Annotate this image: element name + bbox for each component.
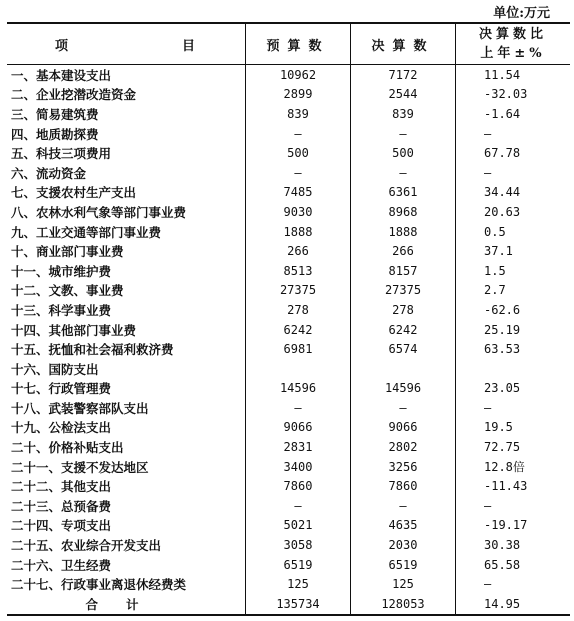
total-change: 14.95 bbox=[456, 594, 571, 615]
table-row bbox=[7, 241, 570, 261]
row-change: 65.58 bbox=[456, 555, 571, 575]
table-row bbox=[7, 457, 570, 477]
row-budget: — bbox=[246, 496, 351, 516]
row-change: 20.63 bbox=[456, 202, 571, 222]
total-budget: 135734 bbox=[246, 594, 351, 615]
row-change: -11.43 bbox=[456, 476, 571, 496]
row-final: 125 bbox=[351, 574, 456, 594]
row-change: — bbox=[456, 163, 571, 183]
row-item: 二十四、专项支出 bbox=[11, 518, 112, 534]
row-item: 十五、抚恤和社会福利救济费 bbox=[11, 342, 174, 358]
table-row bbox=[7, 418, 570, 438]
table-body bbox=[7, 65, 570, 615]
row-budget: 9030 bbox=[246, 202, 351, 222]
row-item: 四、地质勘探费 bbox=[11, 126, 99, 142]
row-change bbox=[456, 359, 571, 379]
row-final: 8157 bbox=[351, 261, 456, 281]
row-change: -19.17 bbox=[456, 516, 571, 536]
row-final bbox=[351, 359, 456, 379]
table-row bbox=[7, 65, 570, 85]
row-final: 14596 bbox=[351, 379, 456, 399]
row-final: — bbox=[351, 163, 456, 183]
row-item: 七、支援农村生产支出 bbox=[11, 185, 137, 201]
budget-table bbox=[7, 22, 570, 616]
row-budget: 278 bbox=[246, 300, 351, 320]
row-final: 7172 bbox=[351, 65, 456, 85]
row-change: 19.5 bbox=[456, 418, 571, 438]
row-final: 6574 bbox=[351, 339, 456, 359]
row-budget: 839 bbox=[246, 104, 351, 124]
row-change: 2.7 bbox=[456, 281, 571, 301]
row-item: 十、商业部门事业费 bbox=[11, 244, 124, 260]
row-change: 11.54 bbox=[456, 65, 571, 85]
table-row bbox=[7, 300, 570, 320]
row-change: — bbox=[456, 574, 571, 594]
row-final: 2802 bbox=[351, 437, 456, 457]
row-change: 72.75 bbox=[456, 437, 571, 457]
row-change: 0.5 bbox=[456, 222, 571, 242]
row-item: 三、简易建筑费 bbox=[11, 106, 99, 122]
table-row bbox=[7, 85, 570, 105]
row-budget: 3400 bbox=[246, 457, 351, 477]
table-row bbox=[7, 281, 570, 301]
row-item: 二十三、总预备费 bbox=[11, 498, 112, 514]
header-item-part2: 目 bbox=[181, 38, 195, 54]
row-final: 2544 bbox=[351, 85, 456, 105]
row-budget: 27375 bbox=[246, 281, 351, 301]
row-change: — bbox=[456, 124, 571, 144]
row-item: 十七、行政管理费 bbox=[11, 381, 112, 397]
row-final: 9066 bbox=[351, 418, 456, 438]
row-final: 6242 bbox=[351, 320, 456, 340]
row-final: 500 bbox=[351, 143, 456, 163]
row-budget: 7485 bbox=[246, 183, 351, 203]
row-final: 3256 bbox=[351, 457, 456, 477]
row-budget: 1888 bbox=[246, 222, 351, 242]
header-rate-line2: 上年±% bbox=[480, 46, 546, 61]
table-row bbox=[7, 379, 570, 399]
row-final: — bbox=[351, 496, 456, 516]
row-budget: — bbox=[246, 398, 351, 418]
row-final: 839 bbox=[351, 104, 456, 124]
row-budget: 8513 bbox=[246, 261, 351, 281]
table-row bbox=[7, 359, 570, 379]
row-item: 五、科技三项费用 bbox=[11, 146, 112, 162]
row-item: 二十五、农业综合开发支出 bbox=[11, 538, 162, 554]
row-change: 30.38 bbox=[456, 535, 571, 555]
row-change: 25.19 bbox=[456, 320, 571, 340]
row-budget: 500 bbox=[246, 143, 351, 163]
row-item: 二十一、支援不发达地区 bbox=[11, 459, 149, 475]
row-item: 一、基本建设支出 bbox=[11, 67, 112, 83]
row-budget: 2899 bbox=[246, 85, 351, 105]
row-item: 九、工业交通等部门事业费 bbox=[11, 224, 162, 240]
row-final: 8968 bbox=[351, 202, 456, 222]
row-final: 278 bbox=[351, 300, 456, 320]
header-item-part1: 项 bbox=[55, 38, 69, 54]
row-item: 二十七、行政事业离退休经费类 bbox=[11, 577, 187, 593]
table-row bbox=[7, 535, 570, 555]
row-budget: 6242 bbox=[246, 320, 351, 340]
row-change: 67.78 bbox=[456, 143, 571, 163]
header-item bbox=[7, 23, 246, 65]
row-change: — bbox=[456, 398, 571, 418]
row-item: 二十二、其他支出 bbox=[11, 479, 112, 495]
row-final: 2030 bbox=[351, 535, 456, 555]
table-row bbox=[7, 320, 570, 340]
row-budget: 5021 bbox=[246, 516, 351, 536]
row-final: 27375 bbox=[351, 281, 456, 301]
row-budget: 266 bbox=[246, 241, 351, 261]
row-budget: 7860 bbox=[246, 476, 351, 496]
table-row bbox=[7, 496, 570, 516]
row-budget: — bbox=[246, 163, 351, 183]
row-change: — bbox=[456, 496, 571, 516]
row-change: 34.44 bbox=[456, 183, 571, 203]
table-header-row bbox=[7, 23, 570, 65]
row-change: 63.53 bbox=[456, 339, 571, 359]
row-final: 7860 bbox=[351, 476, 456, 496]
row-item: 十二、文教、事业费 bbox=[11, 283, 124, 299]
row-change: -62.6 bbox=[456, 300, 571, 320]
row-final: — bbox=[351, 124, 456, 144]
total-final: 128053 bbox=[351, 594, 456, 615]
table-row bbox=[7, 516, 570, 536]
row-final: 1888 bbox=[351, 222, 456, 242]
row-change: 37.1 bbox=[456, 241, 571, 261]
row-budget: 2831 bbox=[246, 437, 351, 457]
header-rate-line1: 决算数比 bbox=[478, 27, 547, 42]
row-item: 十六、国防支出 bbox=[11, 361, 99, 377]
row-change: -32.03 bbox=[456, 85, 571, 105]
table-row bbox=[7, 202, 570, 222]
row-budget: 6519 bbox=[246, 555, 351, 575]
row-change: 1.5 bbox=[456, 261, 571, 281]
table-row bbox=[7, 124, 570, 144]
table-row bbox=[7, 183, 570, 203]
row-budget: 9066 bbox=[246, 418, 351, 438]
row-budget: — bbox=[246, 124, 351, 144]
row-change: -1.64 bbox=[456, 104, 571, 124]
header-rate bbox=[456, 23, 571, 65]
table-row bbox=[7, 398, 570, 418]
row-budget: 6981 bbox=[246, 339, 351, 359]
row-budget bbox=[246, 359, 351, 379]
row-change: 12.8倍 bbox=[456, 457, 571, 477]
row-item: 十三、科学事业费 bbox=[11, 302, 112, 318]
table-row bbox=[7, 104, 570, 124]
row-final: 6519 bbox=[351, 555, 456, 575]
table-row bbox=[7, 222, 570, 242]
row-item: 二、企业挖潜改造资金 bbox=[11, 87, 137, 103]
table-row bbox=[7, 339, 570, 359]
unit-label: 单位:万元 bbox=[493, 6, 550, 21]
table-row bbox=[7, 143, 570, 163]
row-item: 十一、城市维护费 bbox=[11, 263, 112, 279]
row-item: 十九、公检法支出 bbox=[11, 420, 112, 436]
row-budget: 14596 bbox=[246, 379, 351, 399]
header-final: 决算数 bbox=[351, 23, 456, 65]
table-row bbox=[7, 555, 570, 575]
total-label: 合计 bbox=[7, 594, 246, 615]
row-final: 6361 bbox=[351, 183, 456, 203]
row-change: 23.05 bbox=[456, 379, 571, 399]
table-row bbox=[7, 163, 570, 183]
row-final: 266 bbox=[351, 241, 456, 261]
table-row bbox=[7, 437, 570, 457]
row-budget: 125 bbox=[246, 574, 351, 594]
row-item: 六、流动资金 bbox=[11, 165, 87, 181]
row-item: 二十六、卫生经费 bbox=[11, 557, 112, 573]
row-final: 4635 bbox=[351, 516, 456, 536]
row-budget: 10962 bbox=[246, 65, 351, 85]
row-final: — bbox=[351, 398, 456, 418]
row-item: 二十、价格补贴支出 bbox=[11, 440, 124, 456]
row-budget: 3058 bbox=[246, 535, 351, 555]
table-row bbox=[7, 574, 570, 594]
total-row bbox=[7, 594, 570, 615]
table-row bbox=[7, 476, 570, 496]
header-budget: 预算数 bbox=[246, 23, 351, 65]
row-item: 八、农林水利气象等部门事业费 bbox=[11, 204, 187, 220]
table-row bbox=[7, 261, 570, 281]
row-item: 十八、武装警察部队支出 bbox=[11, 400, 149, 416]
row-item: 十四、其他部门事业费 bbox=[11, 322, 137, 338]
